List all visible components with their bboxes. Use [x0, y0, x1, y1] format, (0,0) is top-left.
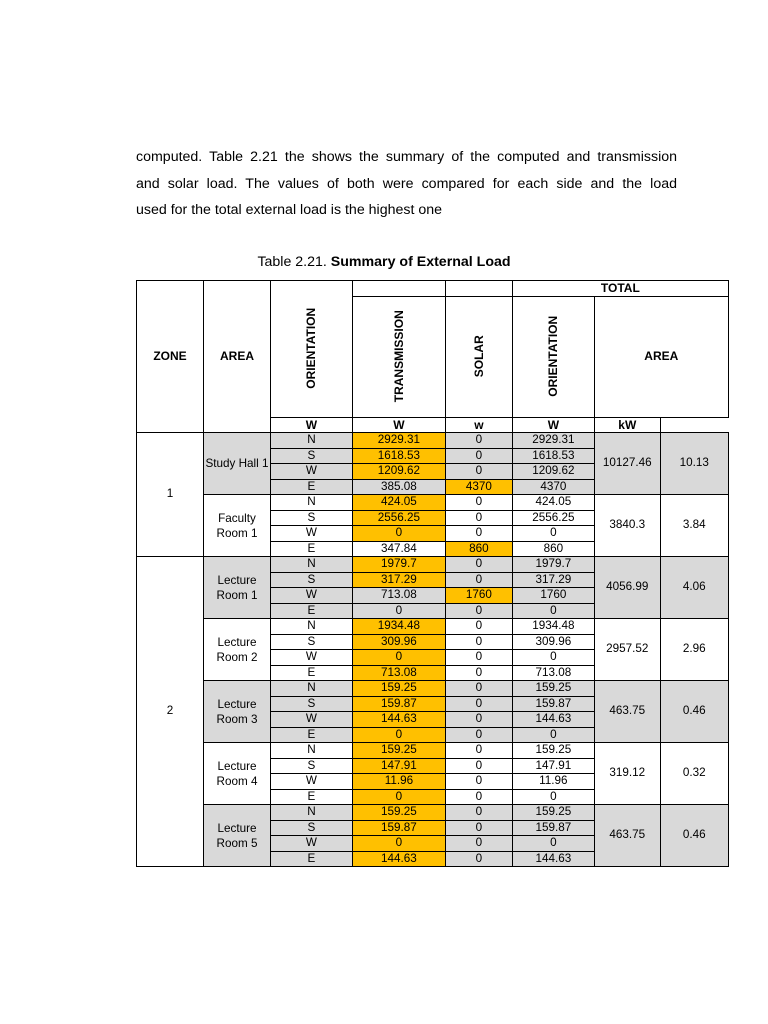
solar-cell: 0 [445, 681, 512, 697]
total-orientation-cell: 159.87 [512, 820, 594, 836]
transmission-header-label: TRANSMISSION [391, 309, 406, 403]
solar-header-label: SOLAR [471, 335, 486, 377]
transmission-cell: 144.63 [352, 851, 445, 867]
orientation-cell: S [271, 820, 353, 836]
transmission-cell: 159.25 [352, 743, 445, 759]
orientation-cell: N [271, 681, 353, 697]
transmission-cell: 159.87 [352, 696, 445, 712]
transmission-cell: 0 [352, 727, 445, 743]
solar-cell: 860 [445, 541, 512, 557]
transmission-cell: 159.25 [352, 681, 445, 697]
total-orientation-cell: 159.25 [512, 681, 594, 697]
unit-cell: W [512, 417, 594, 433]
orientation-cell: N [271, 619, 353, 635]
solar-cell: 0 [445, 650, 512, 666]
orientation-cell: N [271, 743, 353, 759]
orientation-cell: E [271, 851, 353, 867]
solar-cell: 0 [445, 433, 512, 449]
transmission-cell: 2556.25 [352, 510, 445, 526]
orientation-cell: N [271, 557, 353, 573]
orientation-cell: W [271, 464, 353, 480]
orientation-header [271, 281, 353, 418]
header-blank [352, 281, 445, 297]
total-orientation-header [512, 296, 594, 417]
transmission-header [352, 296, 445, 417]
total-orientation-cell: 0 [512, 603, 594, 619]
orientation-cell: S [271, 572, 353, 588]
solar-cell: 0 [445, 464, 512, 480]
solar-cell: 0 [445, 774, 512, 790]
orientation-cell: E [271, 603, 353, 619]
transmission-cell: 11.96 [352, 774, 445, 790]
solar-cell: 0 [445, 572, 512, 588]
unit-cell: W [352, 417, 445, 433]
total-w-cell: 2957.52 [594, 619, 660, 681]
total-orientation-cell: 0 [512, 789, 594, 805]
total-header: TOTAL [512, 281, 728, 297]
orientation-header-label: ORIENTATION [304, 307, 319, 389]
area-name-cell: Lecture Room 1 [204, 557, 271, 619]
unit-cell: kW [594, 417, 660, 433]
unit-cell: W [271, 417, 353, 433]
zone-header: ZONE [137, 281, 204, 433]
orientation-cell: E [271, 665, 353, 681]
total-orientation-cell: 0 [512, 526, 594, 542]
transmission-cell: 0 [352, 526, 445, 542]
orientation-cell: W [271, 774, 353, 790]
total-orientation-cell: 1934.48 [512, 619, 594, 635]
orientation-cell: W [271, 650, 353, 666]
total-kw-cell: 4.06 [660, 557, 728, 619]
solar-cell: 0 [445, 743, 512, 759]
orientation-cell: E [271, 789, 353, 805]
total-orientation-cell: 2556.25 [512, 510, 594, 526]
total-orientation-cell: 860 [512, 541, 594, 557]
total-orientation-cell: 424.05 [512, 495, 594, 511]
total-orientation-cell: 1760 [512, 588, 594, 604]
total-orientation-cell: 317.29 [512, 572, 594, 588]
total-orientation-cell: 11.96 [512, 774, 594, 790]
total-orientation-cell: 1979.7 [512, 557, 594, 573]
total-orientation-cell: 0 [512, 836, 594, 852]
solar-cell: 0 [445, 758, 512, 774]
area-name-cell: Lecture Room 2 [204, 619, 271, 681]
total-orientation-cell: 1618.53 [512, 448, 594, 464]
table-row [137, 805, 729, 821]
total-orientation-cell: 147.91 [512, 758, 594, 774]
total-orientation-cell: 713.08 [512, 665, 594, 681]
solar-cell: 0 [445, 696, 512, 712]
area-name-cell: Faculty Room 1 [204, 495, 271, 557]
transmission-cell: 0 [352, 603, 445, 619]
solar-header [445, 296, 512, 417]
orientation-cell: S [271, 634, 353, 650]
total-orientation-cell: 2929.31 [512, 433, 594, 449]
caption-title: Summary of External Load [330, 254, 511, 270]
transmission-cell: 1979.7 [352, 557, 445, 573]
solar-cell: 0 [445, 789, 512, 805]
solar-cell: 0 [445, 510, 512, 526]
total-orientation-cell: 4370 [512, 479, 594, 495]
transmission-cell: 0 [352, 836, 445, 852]
zone-cell: 2 [137, 557, 204, 867]
solar-cell: 0 [445, 495, 512, 511]
orientation-cell: E [271, 727, 353, 743]
total-orientation-cell: 159.87 [512, 696, 594, 712]
orientation-cell: S [271, 696, 353, 712]
total-w-cell: 4056.99 [594, 557, 660, 619]
transmission-cell: 713.08 [352, 665, 445, 681]
solar-cell: 0 [445, 727, 512, 743]
total-w-cell: 3840.3 [594, 495, 660, 557]
table-row [137, 495, 729, 511]
solar-cell: 1760 [445, 588, 512, 604]
solar-cell: 0 [445, 836, 512, 852]
solar-cell: 0 [445, 526, 512, 542]
orientation-cell: N [271, 495, 353, 511]
total-orientation-header-label: ORIENTATION [546, 315, 561, 397]
solar-cell: 0 [445, 851, 512, 867]
solar-cell: 0 [445, 712, 512, 728]
total-orientation-cell: 0 [512, 727, 594, 743]
zone-cell: 1 [137, 433, 204, 557]
total-orientation-cell: 144.63 [512, 851, 594, 867]
total-orientation-cell: 309.96 [512, 634, 594, 650]
total-kw-cell: 0.32 [660, 743, 728, 805]
area-name-cell: Lecture Room 4 [204, 743, 271, 805]
orientation-cell: N [271, 433, 353, 449]
total-w-cell: 463.75 [594, 805, 660, 867]
total-kw-cell: 10.13 [660, 433, 728, 495]
header-blank [445, 281, 512, 297]
orientation-cell: E [271, 541, 353, 557]
transmission-cell: 159.87 [352, 820, 445, 836]
area-name-cell: Study Hall 1 [204, 433, 271, 495]
orientation-cell: S [271, 758, 353, 774]
solar-cell: 0 [445, 820, 512, 836]
solar-cell: 0 [445, 557, 512, 573]
transmission-cell: 0 [352, 789, 445, 805]
solar-cell: 0 [445, 619, 512, 635]
total-kw-cell: 2.96 [660, 619, 728, 681]
total-orientation-cell: 159.25 [512, 743, 594, 759]
solar-cell: 0 [445, 448, 512, 464]
area-name-cell: Lecture Room 3 [204, 681, 271, 743]
total-kw-cell: 3.84 [660, 495, 728, 557]
unit-cell: w [445, 417, 512, 433]
orientation-cell: S [271, 510, 353, 526]
table-caption [0, 254, 768, 270]
total-w-cell: 10127.46 [594, 433, 660, 495]
transmission-cell: 2929.31 [352, 433, 445, 449]
orientation-cell: W [271, 526, 353, 542]
orientation-cell: W [271, 836, 353, 852]
total-kw-cell: 0.46 [660, 805, 728, 867]
paragraph-line: and solar load. The values of both were compared for each side and the load [136, 175, 677, 192]
table-row [137, 681, 729, 697]
total-w-cell: 463.75 [594, 681, 660, 743]
transmission-cell: 144.63 [352, 712, 445, 728]
total-kw-cell: 0.46 [660, 681, 728, 743]
solar-cell: 0 [445, 665, 512, 681]
total-w-cell: 319.12 [594, 743, 660, 805]
total-orientation-cell: 159.25 [512, 805, 594, 821]
area-name-cell: Lecture Room 5 [204, 805, 271, 867]
table-row [137, 619, 729, 635]
table-body [137, 433, 729, 867]
solar-cell: 0 [445, 603, 512, 619]
table-row [137, 433, 729, 449]
area-header: AREA [204, 281, 271, 433]
transmission-cell: 424.05 [352, 495, 445, 511]
orientation-cell: S [271, 448, 353, 464]
table-row [137, 557, 729, 573]
table-row [137, 743, 729, 759]
transmission-cell: 159.25 [352, 805, 445, 821]
transmission-cell: 147.91 [352, 758, 445, 774]
orientation-cell: W [271, 712, 353, 728]
orientation-cell: E [271, 479, 353, 495]
external-load-table [136, 280, 729, 867]
transmission-cell: 347.84 [352, 541, 445, 557]
total-orientation-cell: 0 [512, 650, 594, 666]
transmission-cell: 385.08 [352, 479, 445, 495]
body-paragraph [136, 144, 677, 224]
solar-cell: 0 [445, 805, 512, 821]
transmission-cell: 1209.62 [352, 464, 445, 480]
total-area-header: AREA [594, 296, 728, 417]
orientation-cell: W [271, 588, 353, 604]
paragraph-line: used for the total external load is the highest one [136, 202, 443, 218]
transmission-cell: 713.08 [352, 588, 445, 604]
orientation-cell: N [271, 805, 353, 821]
solar-cell: 0 [445, 634, 512, 650]
transmission-cell: 309.96 [352, 634, 445, 650]
total-orientation-cell: 1209.62 [512, 464, 594, 480]
caption-prefix: Table 2.21. [257, 254, 331, 270]
transmission-cell: 1934.48 [352, 619, 445, 635]
transmission-cell: 0 [352, 650, 445, 666]
transmission-cell: 317.29 [352, 572, 445, 588]
total-orientation-cell: 144.63 [512, 712, 594, 728]
paragraph-line: computed. Table 2.21 the shows the summary of the computed and transmission [136, 149, 677, 165]
solar-cell: 4370 [445, 479, 512, 495]
transmission-cell: 1618.53 [352, 448, 445, 464]
